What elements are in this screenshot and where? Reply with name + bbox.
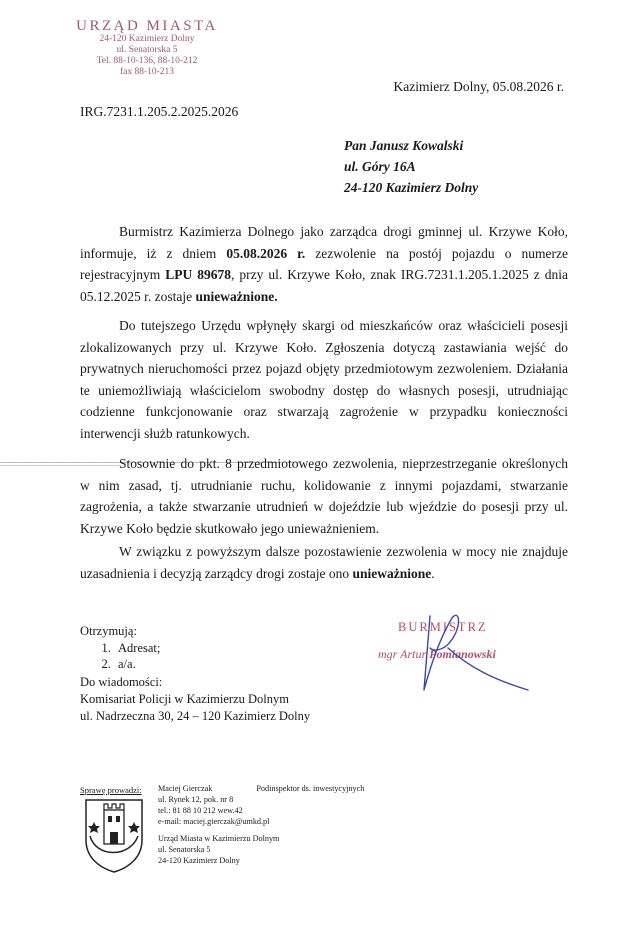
handler-position: Podinspektor ds. inwestycyjnych bbox=[256, 784, 365, 793]
stamp-line: Tel. 88-10-136, 88-10-212 bbox=[96, 56, 198, 66]
stamp-line: 24-120 Kazimierz Dolny bbox=[99, 34, 195, 44]
office-stamp bbox=[72, 18, 222, 78]
paragraph-legal-basis bbox=[80, 453, 568, 539]
paragraph-conclusion bbox=[80, 541, 568, 584]
handwritten-signature bbox=[400, 608, 530, 698]
notice-block bbox=[80, 674, 310, 725]
text-run: . bbox=[431, 565, 435, 581]
recipient-item: 2. a/a. bbox=[114, 656, 160, 673]
decision-word: unieważnione. bbox=[195, 288, 278, 304]
handled-by-label: Sprawę prowadzi: bbox=[80, 785, 142, 795]
handler-phone: tel.: 81 88 10 212 wew.42 bbox=[158, 806, 243, 815]
town-crest-icon bbox=[82, 796, 146, 874]
office-line: ul. Senatorska 5 bbox=[158, 845, 211, 854]
stamp-title: URZĄD MIASTA bbox=[76, 18, 218, 34]
place-date: Kazimierz Dolny, 05.08.2026 r. bbox=[393, 79, 564, 94]
decision-word: unieważnione bbox=[352, 565, 432, 581]
mayor-name-prefix: mgr Artur bbox=[378, 647, 430, 661]
paragraph-text: Stosownie do pkt. 8 przedmiotowego zezwolenia, nieprzestrzeganie określonych w nim zasad, tj. utrudnianie ruchu, kolidowanie z innymi pojazdami, stwarzanie zagrożenia, a także stwarzanie utrudnień w dojeździe lub wjeździe do posesji przy ul. Krzywe Koło będzie skutkowało jego unieważnieniem. bbox=[80, 456, 568, 536]
paragraph-complaints bbox=[80, 315, 568, 444]
addressee-block bbox=[344, 135, 478, 198]
handler-email: e-mail: maciej.gierczak@umkd.pl bbox=[158, 817, 270, 826]
addressee-street: ul. Góry 16A bbox=[344, 159, 416, 174]
office-address bbox=[158, 833, 279, 866]
stamp-line: ul. Senatorska 5 bbox=[116, 45, 178, 55]
mayor-title: BURMISTRZ bbox=[398, 620, 488, 634]
recipient-item: 1. Adresat; bbox=[114, 640, 160, 657]
text-run: W związku z powyższym dalsze pozostawienie zezwolenia w mocy nie znajduje uzasadnienia i decyzją zarządcy drogi zostaje ono bbox=[80, 544, 568, 581]
notice-line: Komisariat Policji w Kazimierzu Dolnym bbox=[80, 692, 289, 706]
recipients-heading: Otrzymują: bbox=[80, 624, 137, 638]
office-line: Urząd Miasta w Kazimierzu Dolnym bbox=[158, 834, 280, 843]
mayor-surname: Pomianowski bbox=[429, 647, 496, 661]
text-run: zezwolenie na postój pojazdu o numerze rejestracyjnym bbox=[80, 245, 568, 282]
paragraph-decision bbox=[80, 221, 568, 307]
addressee-city: 24-120 Kazimierz Dolny bbox=[344, 180, 479, 195]
handler-name: Maciej Gierczak bbox=[158, 784, 213, 793]
text-run: Burmistrz Kazimierza Dolnego jako zarządca drogi gminnej ul. Krzywe Koło, informuje, iż z dniem bbox=[80, 224, 568, 261]
registration-plate: LPU 89678 bbox=[165, 267, 231, 282]
notice-heading: Do wiadomości: bbox=[80, 675, 163, 689]
stamp-line: fax 88-10-213 bbox=[119, 67, 175, 77]
paragraph-text: Do tutejszego Urzędu wpłynęły skargi od mieszkańców oraz właścicieli posesji zlokalizowanych przy ul. Krzywe Koło. Zgłoszenia dotyczą zastawiania wejść do prywatnych nieruchomości przez pojazd objęty przedmiotowym zezwoleniem. Działania te uniemożliwiają właścicielom swobodny dostęp do własnych posesji, utrudniając codzienne funkcjonowanie oraz stwarzają zagrożenie w przypadku konieczności interwencji służb ratunkowych. bbox=[80, 318, 568, 441]
handler-address: ul. Rynek 12, pok. nr 8 bbox=[158, 795, 234, 804]
recipients-list bbox=[80, 623, 160, 673]
reference-number: IRG.7231.1.205.2.2025.2026 bbox=[80, 104, 239, 119]
text-run: , przy ul. Krzywe Koło, znak IRG.7231.1.205.1.2025 z dnia 05.12.2025 r. zostaje bbox=[80, 267, 569, 304]
handler-contact bbox=[158, 783, 364, 827]
addressee-name: Pan Janusz Kowalski bbox=[344, 138, 464, 153]
notice-line: ul. Nadrzeczna 30, 24 – 120 Kazimierz Dolny bbox=[80, 709, 311, 723]
effective-date: 05.08.2026 r. bbox=[226, 245, 306, 261]
office-line: 24-120 Kazimierz Dolny bbox=[158, 856, 240, 865]
